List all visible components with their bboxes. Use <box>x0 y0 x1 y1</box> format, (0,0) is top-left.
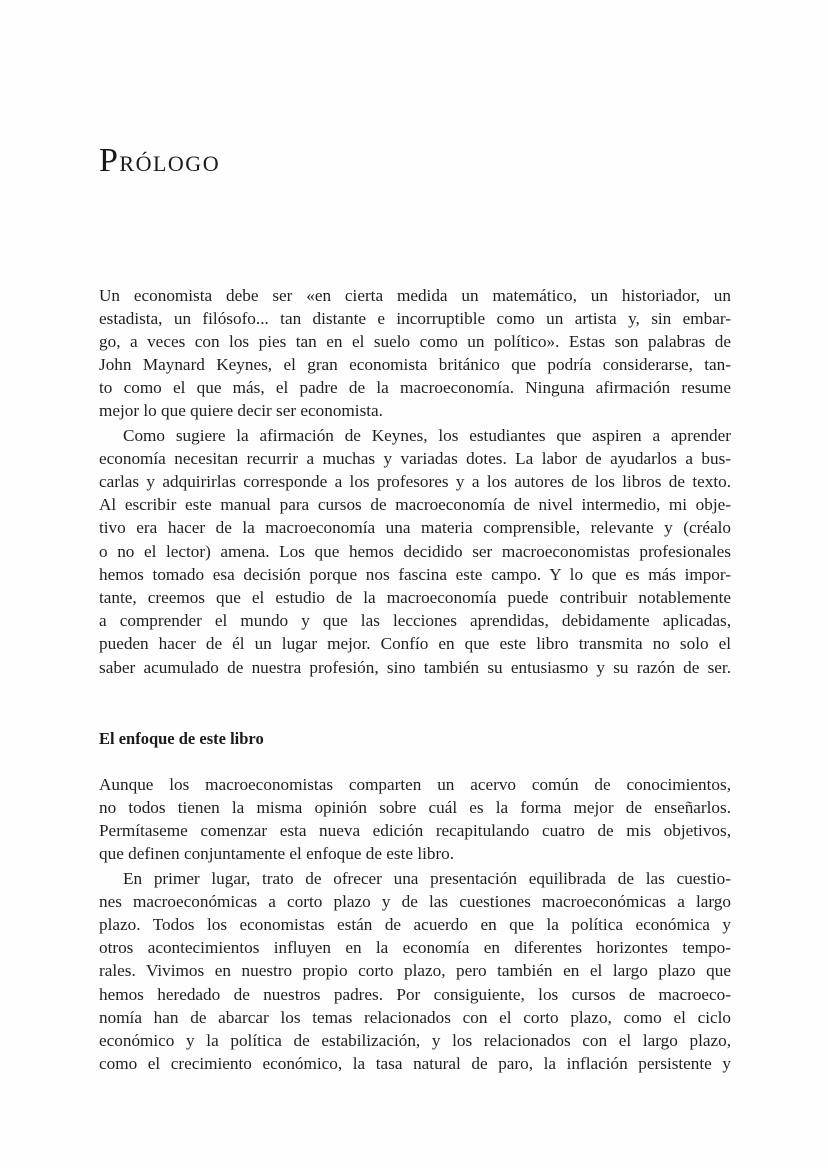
section-heading: El enfoque de este libro <box>99 729 264 748</box>
text-line: Permítaseme comenzar esta nueva edición recapitulando cuatro de mis objetivos, <box>99 821 731 840</box>
text-line: como el crecimiento económico, la tasa natural de paro, la inflación persistente y <box>99 1054 731 1073</box>
text-line: economía necesitan recurrir a muchas y variadas dotes. La labor de ayudarlos a bus- <box>99 449 731 468</box>
text-line: hemos tomado esa decisión porque nos fascina este campo. Y lo que es más impor- <box>99 565 731 584</box>
text-line: Como sugiere la afirmación de Keynes, los estudiantes que aspiren a aprender <box>123 426 731 445</box>
text-line: tante, creemos que el estudio de la macroeconomía puede contribuir notablemente <box>99 588 731 607</box>
text-line: Aunque los macroeconomistas comparten un acervo común de conocimientos, <box>99 775 731 794</box>
text-line: hemos heredado de nuestros padres. Por consiguiente, los cursos de macroeco- <box>99 985 731 1004</box>
text-line: nomía han de abarcar los temas relacionados con el corto plazo, como el ciclo <box>99 1008 731 1027</box>
text-line: que definen conjuntamente el enfoque de este libro. <box>99 844 455 863</box>
text-line: to como el que más, el padre de la macroeconomía. Ninguna afirmación resume <box>99 378 731 397</box>
text-line: nes macroeconómicas a corto plazo y de las cuestiones macroeconómicas a largo <box>99 892 731 911</box>
text-line: económico y la política de estabilización, y los relacionados con el largo plazo, <box>99 1031 731 1050</box>
text-line: go, a veces con los pies tan en el suelo como un político». Estas son palabras de <box>99 332 731 351</box>
text-line: saber acumulado de nuestra profesión, sino también su entusiasmo y su razón de ser. <box>99 658 731 677</box>
text-line: a comprender el mundo y que las lecciones aprendidas, debidamente aplicadas, <box>99 611 731 630</box>
text-line: pueden hacer de él un lugar mejor. Confío en que este libro transmita no solo el <box>99 634 731 653</box>
page-title <box>99 142 220 180</box>
text-line: o no el lector) amena. Los que hemos decidido ser macroeconomistas profesionales <box>99 542 731 561</box>
text-line: mejor lo que quiere decir ser economista. <box>99 401 383 420</box>
text-line: plazo. Todos los economistas están de acuerdo en que la política económica y <box>99 915 731 934</box>
text-line: En primer lugar, trato de ofrecer una presentación equilibrada de las cuestio- <box>123 869 731 888</box>
title-initial: P <box>99 142 120 179</box>
text-line: estadista, un filósofo... tan distante e incorruptible como un artista y, sin embar- <box>99 309 731 328</box>
text-line: John Maynard Keynes, el gran economista británico que podría considerarse, tan- <box>99 355 731 374</box>
text-line: carlas y adquirirlas corresponde a los profesores y a los autores de los libros de texto. <box>99 472 731 491</box>
text-line: Un economista debe ser «en cierta medida un matemático, un historiador, un <box>99 286 731 305</box>
text-line: rales. Vivimos en nuestro propio corto plazo, pero también en el largo plazo que <box>99 961 731 980</box>
text-line: Al escribir este manual para cursos de macroeconomía de nivel intermedio, mi obje- <box>99 495 731 514</box>
text-line: otros acontecimientos influyen en la economía en diferentes horizontes tempo- <box>99 938 731 957</box>
text-line: tivo era hacer de la macroeconomía una materia comprensible, relevante y (créalo <box>99 518 731 537</box>
text-line: no todos tienen la misma opinión sobre cuál es la forma mejor de enseñarlos. <box>99 798 731 817</box>
title-rest: rólogo <box>119 143 221 178</box>
